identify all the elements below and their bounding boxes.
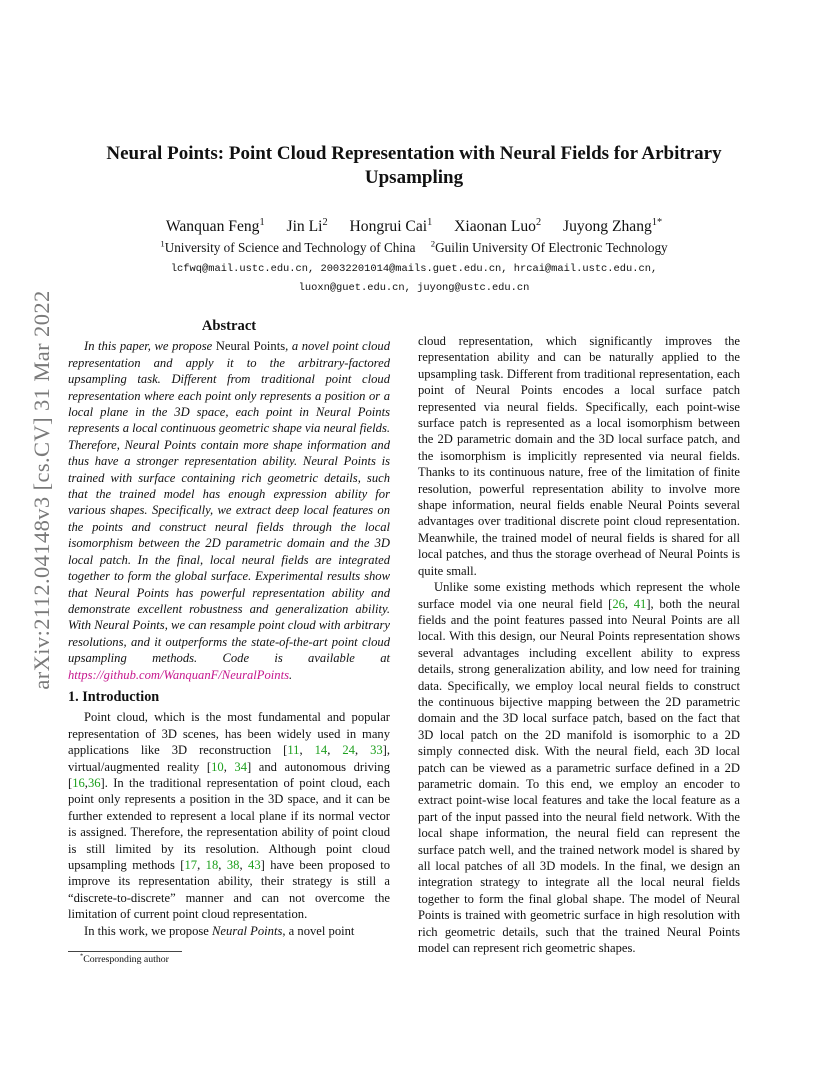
section-heading-introduction: 1. Introduction bbox=[68, 688, 160, 705]
citation-link[interactable]: 10 bbox=[211, 759, 224, 774]
affiliation: $^2$Guilin University Of Electronic Technology bbox=[430, 238, 668, 255]
footnote-rule bbox=[68, 951, 182, 952]
intro-paragraph-3: Unlike some existing methods which represent the whole surface model via one neural field [26, 41], both the neural fields and the point features passed into Neural Points are all local. With this design, our Neural Points representation shows several advantages including excellent ability to express details, strong generalization ability, and low need for training data. Specifically, we employ local neural fields to construct the continuous bijective mapping between the 2D parametric domain and the 3D local surface patch, based on the fact that 3D local patch on the 2D manifold is isomorphic to a 2D simply connected disk. With the neural field, each 3D local patch can be viewed as a parametric surface defined in a 2D parametric domain. To this end, we employ an encoder to extract point-wise local features and take the local feature as a part of the input passed into the neural field network. With the local shape information, the neural field can represent the surface patch well, and the trained network model is shared by all local patches of all 3D models. In the final, we design an integration strategy to integrate all the local neural fields together to form the final global shape. The model of Neural Points is trained with geometric surface in high resolution with rich geometric details, such that the trained Neural Points model can represent rich geometric shapes. bbox=[418, 580, 741, 956]
affiliation: $^1$University of Science and Technology of China bbox=[160, 238, 416, 255]
citation-link[interactable]: 38 bbox=[226, 858, 240, 872]
citation-link[interactable]: 33 bbox=[370, 743, 383, 758]
abstract-heading: Abstract bbox=[201, 318, 257, 334]
author: Hongrui Cai$^1$ bbox=[349, 216, 433, 235]
citation-link[interactable]: 11 bbox=[287, 743, 300, 758]
intro-paragraph-2-cont: cloud representation, which significantly improves the representation ability and can be naturally applied to the upsampling task. Different from traditional representation, each point of Neural Points encodes a local surface patch represented via neural fields. Specifically, each point-wise surface patch is represented as a local isomorphism between the 2D parametric domain and the 3D local surface patch, and the isomorphism is implicitly represented via neural fields. Thanks to its continuous nature, free of the limitation of finite resolution, powerful representation ability to involve more shape information, neural fields enable Neural Points several advantages over traditional discrete point cloud representation. Meanwhile, the trained model of neural fields is shared for all local patches, and thus the storage overhead of Neural Points is quite small. bbox=[418, 334, 740, 578]
arxiv-id: arXiv:2112.04148v3 [cs.CV] 31 Mar 2022 bbox=[29, 290, 54, 690]
emails-line-2: luoxn@guet.edu.cn, juyong@ustc.edu.cn bbox=[298, 282, 530, 294]
code-link[interactable]: https://github.com/WanquanF/NeuralPoints bbox=[68, 667, 289, 682]
paper-title: Neural Points: Point Cloud Representation with Neural Fields for Arbitrary Upsampling bbox=[106, 143, 722, 188]
author: Wanquan Feng$^1$ bbox=[165, 216, 265, 235]
left-column bbox=[68, 318, 390, 939]
citation-link[interactable]: 36 bbox=[87, 775, 101, 790]
author: Jin Li$^2$ bbox=[286, 216, 328, 235]
citation-link[interactable]: 17 bbox=[184, 858, 198, 872]
intro-paragraph-2-start: In this work, we propose Neural Points, a novel point bbox=[84, 923, 355, 938]
intro-paragraph-1: Point cloud, which is the most fundamental and popular representation of 3D scenes, has been widely used in many applications like 3D reconstruction [11, 14, 24, 33], virtual/augmented reality [10, 34] and autonomous driving [16,36]. In the traditional representation of point cloud, each point only represents a position in the 3D space, and it can be further extended to represent a local plane if its normal vector is assigned. Therefore, the representation ability of point cloud is still limited by its resolution. Although point cloud upsampling methods [17, 18, 38, 43] have been proposed to improve its representation ability, their strategy is still a “discrete-to-discrete” manner and can not overcome the limitation of current point cloud representation. bbox=[68, 710, 391, 922]
citation-link[interactable]: 18 bbox=[205, 858, 219, 872]
citation-link[interactable]: 26 bbox=[612, 596, 625, 611]
author: Xiaonan Luo$^2$ bbox=[454, 216, 542, 235]
arxiv-sidebar-stamp bbox=[22, 280, 62, 700]
citation-link[interactable]: 43 bbox=[248, 858, 261, 872]
citation-link[interactable]: 14 bbox=[314, 743, 328, 758]
abstract-text: In this paper, we propose Neural Points, a novel point cloud representation and apply it to the arbitrary-factored upsampling task. Different from traditional point cloud representation where each point only represents a position or a local plane in the 3D space, each point in Neural Points represents a local continuous geometric shape via neural fields. Therefore, Neural Points contain more shape information and thus have a stronger representation ability. Neural Points is trained with surface containing rich geometric details, such that the trained model has enough expression ability for various shapes. Specifically, we extract deep local features on the points and construct neural fields through the local isomorphism between the 2D parametric domain and the 3D local patch. In the final, local neural fields are integrated together to form the global surface. Experimental results show that Neural Points has powerful representation ability and demonstrate excellent robustness and generalization ability. With Neural Points, we can resample point cloud with arbitrary resolutions, and it outperforms the state-of-the-art point cloud upsampling methods. Code is available at https://github.com/WanquanF/NeuralPoints. bbox=[68, 339, 390, 682]
citation-link[interactable]: 24 bbox=[342, 743, 355, 758]
author: Juyong Zhang$^{1*}$ bbox=[563, 216, 663, 235]
citation-link[interactable]: 34 bbox=[234, 759, 247, 774]
citation-link[interactable]: 16 bbox=[72, 775, 85, 790]
emails-line-1: lcfwq@mail.ustc.edu.cn, 20032201014@mails.guet.edu.cn, hrcai@mail.ustc.edu.cn, bbox=[170, 263, 658, 275]
right-column bbox=[418, 333, 740, 956]
citation-link[interactable]: 41 bbox=[633, 596, 647, 611]
footnote: *Corresponding author bbox=[80, 952, 169, 965]
author-list bbox=[80, 218, 748, 236]
affiliations bbox=[80, 240, 748, 256]
